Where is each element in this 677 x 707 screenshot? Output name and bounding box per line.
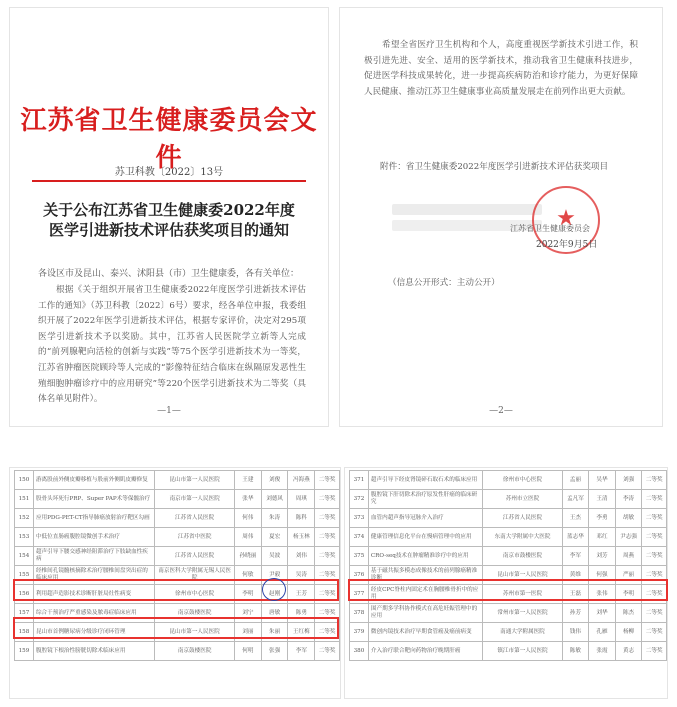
table-row [350,604,667,623]
cell-p1: 张华 [235,490,262,509]
cell-p3: 陈科 [288,509,315,528]
cell-p2: 张强 [261,642,288,661]
cell-award: 二等奖 [642,604,667,623]
cell-org: 江苏省人民医院 [155,547,235,566]
cell-p1: 孟凡军 [562,490,589,509]
cell-award: 二等奖 [315,604,340,623]
cell-award: 二等奖 [642,566,667,585]
cell-num: 150 [15,471,34,490]
cell-org: 徐州市中心医院 [483,471,562,490]
highlight-box [13,579,339,601]
table-row [350,623,667,642]
cell-num: 380 [350,642,369,661]
document-page-1 [10,8,328,426]
cell-p2: 邓红 [589,528,616,547]
cell-p2: 唐敏 [261,604,288,623]
award-table [349,470,667,661]
cell-award: 二等奖 [642,585,667,604]
notice-body: 根据《关于组织开展省卫生健康委2022年度医学引进新技术评估工作的通知》（苏卫科教〔2022〕6号）要求，经各单位申报，我委组织开展了2022年医学引进新技术评估，根据专家评价，决定对295项医学引进新技术予以奖励。其中，江苏省人民医院学立新等人完成的“前列腺靶向活检的创新与实践”等75个医学引进新技术为一等奖，江苏省肿瘤医院顾玲等人完成的“影像特征结合临床在纵隔原发恶性生殖细胞肿瘤诊疗中的应用研究”等220个医学引进新技术为二等奖（具体名单见附件）。 [38,285,306,405]
cell-name: 围产期多学科协作模式在高危妊娠管理中的应用 [368,604,483,623]
cell-org: 江苏省中医院 [155,528,235,547]
cell-award: 二等奖 [642,642,667,661]
cell-p2: 吴波 [261,547,288,566]
cell-num: 378 [350,604,369,623]
cell-name: 超声引导下腰交感神经阻滞治疗下肢缺血性疾病 [33,547,154,566]
seal-star-icon: ★ [556,206,576,231]
cell-p1: 孙芳 [562,604,589,623]
cell-award: 二等奖 [315,642,340,661]
cell-name: 基于磁共振多模态成像技术的前列腺癌精准诊断 [368,566,483,585]
cell-p1: 孟丽 [562,471,589,490]
table-row [350,509,667,528]
cell-org: 镇江市第一人民医院 [483,642,562,661]
award-table-left [10,468,340,698]
cell-p3: 王红梅 [288,623,315,642]
award-table-right [345,468,667,698]
cell-p1: 何明 [235,642,262,661]
cell-p3: 严丽 [615,566,642,585]
cell-num: 375 [350,547,369,566]
cell-num: 153 [15,528,34,547]
cell-num: 374 [350,528,369,547]
cell-org: 南通大学附属医院 [483,623,562,642]
cell-org: 南京市第一人民医院 [155,490,235,509]
cell-p1: 周伟 [235,528,262,547]
cell-name: 中低位直肠癌腹腔镜微创手术治疗 [33,528,154,547]
cell-name: 应用PDG-PET-CT指导肺癌放射治疗靶区勾画 [33,509,154,528]
cell-p3: 杨柳 [615,623,642,642]
cell-name: 经椎间孔镜髓核摘除术治疗腰椎间盘突出症的临床应用 [33,566,154,585]
cell-org: 昆山市第一人民医院 [155,623,235,642]
cell-name: 微创内镜技术治疗早期食管癌及癌前病变 [368,623,483,642]
cell-num: 154 [15,547,34,566]
cell-p3: 黄志 [615,642,642,661]
cell-p1: 黄维 [562,566,589,585]
cell-p2: 何强 [589,566,616,585]
cell-award: 二等奖 [315,490,340,509]
table-row [350,490,667,509]
cell-p2: 尹毅 [261,566,288,585]
cell-p3: 杨玉林 [288,528,315,547]
cell-name: 昆山市首例糖尿病分级诊疗闭环管理 [33,623,154,642]
cell-p3: 王芳 [288,585,315,604]
cell-award: 二等奖 [642,528,667,547]
cell-name: 腹腔镜下肝切除术治疗原发性肝癌的临床研究 [368,490,483,509]
cell-name: 经皮CPC脊柱内固定术在胸腰椎骨折中的应用 [368,585,483,604]
cell-p3: 吴涛 [288,566,315,585]
addressee: 各设区市及昆山、泰兴、沭阳县（市）卫生健康委，各有关单位： [38,269,300,279]
cell-p2: 刘俊 [261,471,288,490]
cell-num: 156 [15,585,34,604]
cell-p2: 张霞 [589,642,616,661]
page-number: —2— [489,406,513,416]
table-row [350,471,667,490]
cell-award: 二等奖 [315,566,340,585]
cell-name: 健康管理信息化平台在慢病管理中的应用 [368,528,483,547]
cell-p1: 王杰 [562,509,589,528]
cell-p3: 周琪 [288,490,315,509]
cell-p1: 孙晓丽 [235,547,262,566]
cell-p2: 刘芳 [589,547,616,566]
cell-award: 二等奖 [315,623,340,642]
table-row [350,547,667,566]
cell-num: 377 [350,585,369,604]
document-page-2 [340,8,662,426]
cell-org: 常州市第一人民医院 [483,604,562,623]
cell-award: 二等奖 [642,547,667,566]
cell-p1: 陈敏 [562,642,589,661]
page-number: —1— [157,406,181,416]
cell-p1: 蓝志华 [562,528,589,547]
cell-org: 南京鼓楼医院 [155,604,235,623]
cell-name: 综合干预治疗严重感染及脓毒症临床应用 [33,604,154,623]
cell-num: 159 [15,642,34,661]
cell-p2: 张伟 [589,585,616,604]
cell-p3: 李军 [288,642,315,661]
cell-award: 二等奖 [315,547,340,566]
table-row [15,490,340,509]
table-row [15,547,340,566]
faded-text-block [392,204,542,215]
cell-p1: 王建 [235,471,262,490]
cell-num: 376 [350,566,369,585]
cell-org: 东南大学附属中大医院 [483,528,562,547]
cell-p3: 陈杰 [615,604,642,623]
cell-name: 利用超声造影技术诊断肝脏局灶性病变 [33,585,154,604]
document-header-title: 江苏省卫生健康委员会文件 [20,106,318,173]
cell-num: 371 [350,471,369,490]
disclosure-note: （信息公开形式：主动公开） [388,278,500,288]
cell-org: 徐州市中心医院 [155,585,235,604]
cell-p3: 尹志强 [615,528,642,547]
circle-mark [262,578,286,601]
cell-award: 二等奖 [642,623,667,642]
cell-p3: 胡敏 [615,509,642,528]
table-row [15,642,340,661]
cell-name: 腹腔镜下根治性膀胱切除术临床应用 [33,642,154,661]
cell-p2: 孔雁 [589,623,616,642]
cell-org: 苏州市立医院 [483,490,562,509]
cell-num: 158 [15,623,34,642]
cell-org: 昆山市第一人民医院 [155,471,235,490]
cell-award: 二等奖 [315,471,340,490]
cell-num: 151 [15,490,34,509]
issuing-org: 江苏省卫生健康委员会 [510,224,590,233]
issue-date: 2022年9月5日 [536,240,598,250]
cell-p2: 李勇 [589,509,616,528]
cell-org: 南京市鼓楼医院 [483,547,562,566]
cell-name: 介入治疗联合靶向药物治疗晚期肝癌 [368,642,483,661]
cell-num: 373 [350,509,369,528]
cell-p2: 夏宏 [261,528,288,547]
closing-body: 希望全省医疗卫生机构和个人，高度重视医学新技术引进工作，积极引进先进、安全、适用的医学新技术，推动我省卫生健康科技进步，促进医学科技成果转化，进一步提高疾病防治和诊疗能力，为更好保障人民健康、推动江苏卫生健康事业高质量发展走在前列作出更大贡献。 [364,40,638,97]
cell-p3: 刘强 [615,471,642,490]
cell-name: 游离股前外侧皮瓣移植与股前外侧肌皮瓣修复 [33,471,154,490]
cell-p2: 朱丽 [261,623,288,642]
notice-title-line2: 医学引进新技术评估获奖项目的通知 [48,221,289,239]
cell-p3: 刘伟 [288,547,315,566]
cell-p1: 李明 [235,585,262,604]
cell-name: 超声引导下经皮肾镜碎石取石术的临床应用 [368,471,483,490]
cell-p1: 何敏 [235,566,262,585]
cell-org: 南京鼓楼医院 [155,642,235,661]
highlight-box [13,617,339,639]
cell-p2: 刘德风 [261,490,288,509]
cell-award: 二等奖 [315,509,340,528]
cell-p2: 赵刚 [261,585,288,604]
cell-award: 二等奖 [642,490,667,509]
red-divider [32,180,306,182]
cell-p2: 王清 [589,490,616,509]
cell-p2: 刘华 [589,604,616,623]
cell-award: 二等奖 [642,471,667,490]
cell-p3: 周燕 [615,547,642,566]
cell-org: 江苏省人民医院 [155,509,235,528]
cell-p2: 朱涛 [261,509,288,528]
notice-title [10,200,328,240]
notice-title-line1: 关于公布江苏省卫生健康委2022年度 [43,201,295,219]
cell-p1: 钱伟 [562,623,589,642]
cell-num: 157 [15,604,34,623]
cell-p1: 何伟 [235,509,262,528]
cell-org: 苏州市第一医院 [483,585,562,604]
cell-org: 南京医科大学附属无锡人民医院 [155,566,235,585]
cell-award: 二等奖 [315,585,340,604]
cell-org: 昆山市第一人民医院 [483,566,562,585]
cell-award: 二等奖 [315,528,340,547]
cell-name: CRO-seq技术在肿瘤精准诊疗中的应用 [368,547,483,566]
document-number: 苏卫科教〔2022〕13号 [114,167,224,178]
cell-num: 372 [350,490,369,509]
cell-name: 血管内超声指导冠脉介入治疗 [368,509,483,528]
cell-p3: 陈勇 [288,604,315,623]
cell-num: 379 [350,623,369,642]
attachment-line: 附件：省卫生健康委2022年度医学引进新技术评估获奖项目 [380,162,609,172]
cell-name: 股骨头坏死行PRP、Super PAP术等保髋治疗 [33,490,154,509]
cell-p3: 冯海燕 [288,471,315,490]
cell-p2: 吴华 [589,471,616,490]
cell-num: 155 [15,566,34,585]
cell-p1: 刘丽 [235,623,262,642]
table-row [15,471,340,490]
table-row [350,642,667,661]
table-row [15,509,340,528]
cell-p1: 王磊 [562,585,589,604]
cell-p1: 李军 [562,547,589,566]
cell-p3: 李明 [615,585,642,604]
highlight-box [348,579,668,601]
cell-p3: 李涛 [615,490,642,509]
cell-award: 二等奖 [642,509,667,528]
cell-p1: 刘宁 [235,604,262,623]
cell-num: 152 [15,509,34,528]
cell-org: 江苏省人民医院 [483,509,562,528]
table-row [350,528,667,547]
table-row [15,528,340,547]
